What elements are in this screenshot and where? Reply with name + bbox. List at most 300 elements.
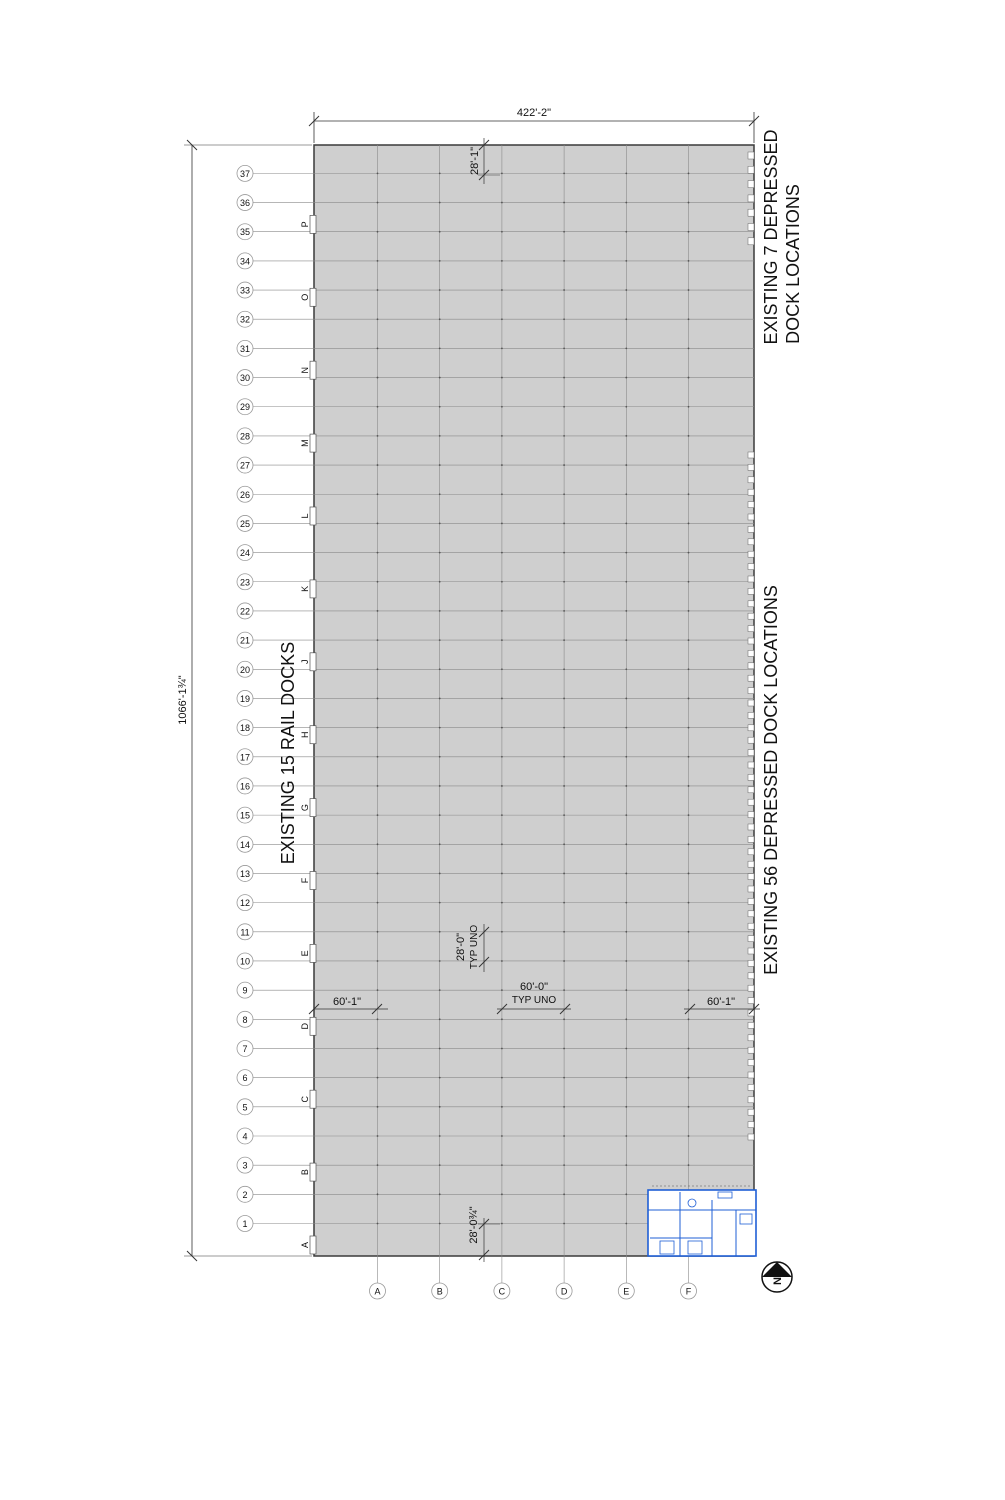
column-node [625, 1135, 627, 1137]
column-node [625, 348, 627, 350]
column-node [501, 902, 503, 904]
column-node [625, 1223, 627, 1225]
dock-notch [748, 688, 754, 694]
row-grid-label: 24 [239, 548, 251, 559]
column-node [688, 1048, 690, 1050]
row-grid-label: 18 [239, 723, 251, 734]
column-node [439, 406, 441, 408]
column-node [439, 231, 441, 233]
dock-notch [748, 750, 754, 756]
column-node [377, 610, 379, 612]
column-node [625, 1193, 627, 1195]
column-node [377, 814, 379, 816]
row-grid-label: 15 [239, 810, 251, 821]
dock-notch [748, 675, 754, 681]
column-node [563, 1077, 565, 1079]
dock-notch [748, 774, 754, 780]
dock-notch [748, 985, 754, 991]
column-node [625, 1048, 627, 1050]
column-node [625, 727, 627, 729]
overall-width-label: 422'-2" [516, 107, 552, 119]
column-grid-label: B [436, 1286, 443, 1297]
column-node [625, 260, 627, 262]
dock-notch [748, 948, 754, 954]
column-node [688, 1077, 690, 1079]
typical-bay-note: TYP UNO [469, 924, 480, 970]
dock-notch [748, 762, 754, 768]
column-node [439, 202, 441, 204]
row-grid-label: 8 [242, 1014, 248, 1025]
column-node [625, 873, 627, 875]
column-node [625, 318, 627, 320]
column-node [688, 668, 690, 670]
column-node [501, 435, 503, 437]
typical-bay-label: 28'-0" [455, 932, 467, 962]
column-node [625, 1164, 627, 1166]
column-grid-label: E [623, 1286, 630, 1297]
rail-door-label: F [300, 877, 310, 884]
column-grid-label: D [560, 1286, 568, 1297]
rail-door-label: G [300, 804, 310, 812]
column-node [563, 172, 565, 174]
column-node [377, 260, 379, 262]
rail-door-label: B [300, 1169, 310, 1176]
column-node [439, 785, 441, 787]
rail-door-marker [310, 653, 316, 671]
dock-notch [748, 737, 754, 743]
dock-notch [748, 1122, 754, 1128]
dock-notch [748, 1084, 754, 1090]
row-grid-label: 29 [239, 402, 251, 413]
row-grid-label: 34 [239, 256, 251, 267]
column-node [625, 289, 627, 291]
rail-door-label: J [300, 659, 310, 665]
column-node [501, 464, 503, 466]
column-node [688, 435, 690, 437]
row-grid-label: 14 [239, 839, 251, 850]
column-node [439, 377, 441, 379]
column-node [688, 727, 690, 729]
row-grid-label: 2 [242, 1189, 248, 1200]
column-node [377, 1018, 379, 1020]
column-node [625, 464, 627, 466]
column-node [625, 756, 627, 758]
bottom-bay-label: 28'-0¾" [468, 1206, 480, 1244]
column-node [563, 464, 565, 466]
column-node [625, 902, 627, 904]
column-node [501, 1077, 503, 1079]
row-grid-label: 21 [239, 635, 251, 646]
rail-door-label: A [300, 1241, 310, 1249]
column-node [688, 814, 690, 816]
dock-notch [748, 576, 754, 582]
column-node [688, 1106, 690, 1108]
column-node [377, 785, 379, 787]
column-node [501, 1106, 503, 1108]
column-node [439, 1106, 441, 1108]
column-node [501, 727, 503, 729]
column-node [439, 610, 441, 612]
column-node [688, 202, 690, 204]
dock-notch [748, 1035, 754, 1041]
row-grid-label: 16 [239, 781, 251, 792]
row-grid-label: 3 [242, 1160, 248, 1171]
dock-notch [748, 588, 754, 594]
dock-notch [748, 551, 754, 557]
rail-door-label: H [300, 731, 310, 738]
column-node [625, 843, 627, 845]
end-bay-right-label: 60'-1" [706, 996, 736, 1008]
column-node [563, 260, 565, 262]
column-node [688, 289, 690, 291]
column-node [501, 523, 503, 525]
column-node [501, 639, 503, 641]
column-node [625, 698, 627, 700]
column-node [501, 377, 503, 379]
rail-door-marker [310, 1017, 316, 1035]
rail-door-marker [310, 1163, 316, 1181]
column-node [563, 902, 565, 904]
column-node [563, 610, 565, 612]
column-node [377, 1106, 379, 1108]
dock-notch [748, 998, 754, 1004]
column-node [501, 231, 503, 233]
column-node [625, 1077, 627, 1079]
column-node [377, 289, 379, 291]
column-node [501, 989, 503, 991]
column-node [501, 202, 503, 204]
column-node [563, 523, 565, 525]
rail-door-marker [310, 726, 316, 744]
rail-door-marker [310, 1236, 316, 1254]
office-block [648, 1186, 756, 1256]
column-node [688, 172, 690, 174]
dock-notch [748, 1047, 754, 1053]
column-node [439, 668, 441, 670]
dock-notch [748, 489, 754, 495]
column-node [563, 727, 565, 729]
rail-door-label: O [300, 293, 310, 301]
typical-span-note: TYP UNO [511, 995, 557, 1006]
dock-notch [748, 725, 754, 731]
column-node [377, 464, 379, 466]
column-node [439, 931, 441, 933]
depressed-docks-7-label-line1: EXISTING 7 DEPRESSED [761, 129, 781, 345]
rail-docks-label: EXISTING 15 RAIL DOCKS [278, 641, 298, 865]
column-node [377, 172, 379, 174]
dock-notch [748, 638, 754, 644]
rail-door-marker [310, 1090, 316, 1108]
rail-door-marker [310, 944, 316, 962]
column-node [688, 377, 690, 379]
depressed-docks-56-label: EXISTING 56 DEPRESSED DOCK LOCATIONS [761, 585, 781, 975]
column-node [501, 756, 503, 758]
column-node [439, 318, 441, 320]
column-node [563, 1164, 565, 1166]
dock-notch [748, 502, 754, 508]
dock-notch [748, 209, 754, 216]
column-node [688, 581, 690, 583]
column-node [625, 552, 627, 554]
dock-notch [748, 564, 754, 570]
column-node [377, 1193, 379, 1195]
column-node [625, 231, 627, 233]
dock-notch [748, 874, 754, 880]
dock-notch [748, 514, 754, 520]
column-node [625, 989, 627, 991]
row-grid-label: 31 [239, 343, 251, 354]
dock-notch [748, 936, 754, 942]
overall-length-label: 1066'-1¾" [177, 675, 189, 725]
dock-notch [748, 911, 754, 917]
column-node [625, 960, 627, 962]
row-grid-label: 23 [239, 577, 251, 588]
row-grid-label: 27 [239, 460, 251, 471]
row-grid-label: 20 [239, 664, 251, 675]
row-grid-label: 6 [242, 1073, 248, 1084]
dock-notch [748, 601, 754, 607]
column-node [688, 464, 690, 466]
column-node [563, 1106, 565, 1108]
column-node [501, 814, 503, 816]
column-node [439, 523, 441, 525]
column-node [501, 873, 503, 875]
dock-notch [748, 886, 754, 892]
dock-notch [748, 799, 754, 805]
column-node [688, 931, 690, 933]
column-node [377, 1223, 379, 1225]
column-node [439, 698, 441, 700]
overall-width-dimension [309, 107, 759, 143]
rail-door-label: N [300, 366, 310, 374]
column-node [563, 698, 565, 700]
column-node [501, 348, 503, 350]
dock-notch [748, 238, 754, 245]
dock-notch [748, 152, 754, 159]
dock-notch [748, 526, 754, 532]
column-node [501, 289, 503, 291]
rail-door-marker [310, 872, 316, 890]
building-footprint [314, 145, 754, 1256]
dock-notch [748, 923, 754, 929]
column-node [688, 756, 690, 758]
column-node [377, 581, 379, 583]
column-node [625, 523, 627, 525]
column-node [688, 318, 690, 320]
column-node [501, 1018, 503, 1020]
column-node [563, 785, 565, 787]
row-grid-label: 32 [239, 314, 251, 325]
column-node [625, 785, 627, 787]
row-grid-label: 17 [239, 752, 251, 763]
rail-door-label: E [300, 950, 310, 957]
column-node [625, 610, 627, 612]
column-node [688, 698, 690, 700]
column-node [688, 610, 690, 612]
column-node [625, 1106, 627, 1108]
column-node [563, 1193, 565, 1195]
column-node [688, 523, 690, 525]
dock-notch [748, 1109, 754, 1115]
column-node [501, 1048, 503, 1050]
column-node [625, 814, 627, 816]
column-node [439, 1048, 441, 1050]
column-node [625, 435, 627, 437]
dock-notch [748, 960, 754, 966]
row-grid-label: 19 [239, 693, 251, 704]
dock-notch [748, 1134, 754, 1140]
column-grid-label: C [498, 1286, 506, 1297]
column-node [377, 377, 379, 379]
column-node [501, 581, 503, 583]
column-node [563, 639, 565, 641]
rail-door-markers [300, 215, 316, 1254]
column-node [377, 727, 379, 729]
row-grid-label: 22 [239, 606, 251, 617]
row-grid-label: 12 [239, 898, 251, 909]
column-node [563, 1223, 565, 1225]
column-node [625, 1018, 627, 1020]
dock-notch [748, 1097, 754, 1103]
column-node [439, 873, 441, 875]
column-node [501, 172, 503, 174]
column-node [501, 1164, 503, 1166]
column-node [439, 814, 441, 816]
dock-notch [748, 861, 754, 867]
row-grid-label: 30 [239, 373, 251, 384]
column-node [625, 931, 627, 933]
column-node [563, 989, 565, 991]
dock-notch [748, 1060, 754, 1066]
column-node [501, 960, 503, 962]
dock-notch [748, 812, 754, 818]
dock-notch [748, 700, 754, 706]
rail-door-marker [310, 288, 316, 306]
rail-door-label: L [300, 513, 310, 519]
dock-notch [748, 973, 754, 979]
column-node [377, 1164, 379, 1166]
column-node [563, 581, 565, 583]
column-node [688, 639, 690, 641]
column-node [625, 581, 627, 583]
column-node [625, 202, 627, 204]
dock-notch [748, 539, 754, 545]
column-node [439, 639, 441, 641]
column-node [377, 931, 379, 933]
top-bay-label: 28'-1" [469, 146, 481, 176]
column-node [377, 406, 379, 408]
column-node [501, 1193, 503, 1195]
column-node [688, 785, 690, 787]
column-node [377, 1048, 379, 1050]
column-node [439, 552, 441, 554]
column-node [501, 260, 503, 262]
column-node [439, 464, 441, 466]
depressed-docks-7-label-line2: DOCK LOCATIONS [783, 184, 803, 344]
column-node [377, 989, 379, 991]
column-node [563, 1135, 565, 1137]
column-node [501, 1135, 503, 1137]
column-node [439, 727, 441, 729]
column-node [625, 406, 627, 408]
column-node [439, 260, 441, 262]
row-grid-label: 9 [242, 985, 248, 996]
column-node [563, 493, 565, 495]
rail-door-marker [310, 215, 316, 233]
column-node [439, 493, 441, 495]
row-grid-label: 28 [239, 431, 251, 442]
column-node [563, 289, 565, 291]
rail-door-label: M [300, 439, 310, 447]
column-node [439, 960, 441, 962]
column-node [501, 931, 503, 933]
column-node [563, 873, 565, 875]
row-grid-label: 1 [242, 1219, 248, 1229]
dock-notch [748, 1022, 754, 1028]
column-node [563, 406, 565, 408]
column-node [377, 902, 379, 904]
column-node [439, 289, 441, 291]
rail-door-marker [310, 361, 316, 379]
column-node [377, 493, 379, 495]
column-node [563, 1018, 565, 1020]
rail-door-label: K [300, 585, 310, 592]
column-node [439, 1135, 441, 1137]
column-node [563, 318, 565, 320]
column-node [563, 843, 565, 845]
column-node [688, 231, 690, 233]
column-node [688, 552, 690, 554]
column-node [688, 1135, 690, 1137]
column-node [501, 552, 503, 554]
dock-notch [748, 195, 754, 202]
row-grid-label: 5 [242, 1102, 248, 1113]
row-grid-label: 26 [239, 489, 251, 500]
column-node [563, 960, 565, 962]
row-grid-label: 13 [239, 868, 251, 879]
dock-notch [748, 452, 754, 458]
dock-notch [748, 166, 754, 173]
rail-door-marker [310, 507, 316, 525]
column-node [688, 902, 690, 904]
column-node [625, 172, 627, 174]
dock-notch [748, 663, 754, 669]
dock-notch [748, 849, 754, 855]
column-node [439, 1018, 441, 1020]
column-node [501, 610, 503, 612]
column-node [377, 231, 379, 233]
column-node [563, 814, 565, 816]
dock-notch [748, 824, 754, 830]
column-node [377, 960, 379, 962]
column-node [501, 785, 503, 787]
column-node [688, 960, 690, 962]
column-node [563, 668, 565, 670]
column-node [625, 639, 627, 641]
dock-notch [748, 787, 754, 793]
row-grid-label: 4 [242, 1131, 248, 1142]
column-node [688, 873, 690, 875]
column-node [688, 406, 690, 408]
column-node [501, 406, 503, 408]
column-node [563, 1048, 565, 1050]
dock-notch [748, 836, 754, 842]
row-grid-label: 25 [239, 518, 251, 529]
column-node [688, 348, 690, 350]
column-node [501, 1223, 503, 1225]
column-node [439, 1223, 441, 1225]
row-grid-label: 36 [239, 198, 251, 209]
